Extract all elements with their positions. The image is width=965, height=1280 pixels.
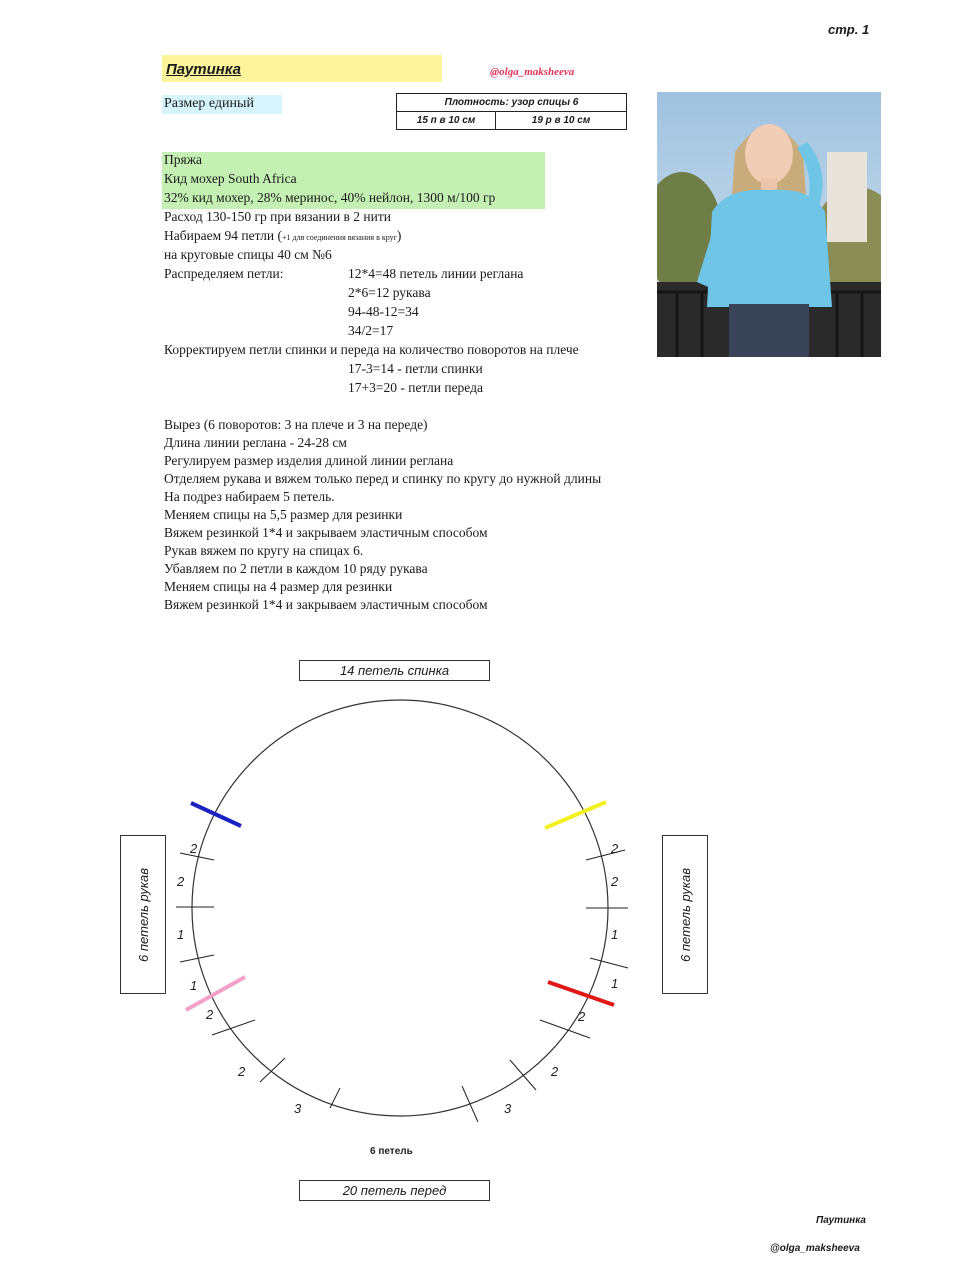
step-line: На подрез набираем 5 петель. [164,489,335,504]
count-label: 3 [294,1101,302,1116]
yarn-name: Кид мохер South Africa [164,171,297,186]
step-line: Рукав вяжем по кругу на спицах 6. [164,543,364,558]
center-count-label: 6 петель [370,1146,413,1157]
distribute-line: 12*4=48 петель линии реглана [348,266,524,281]
correct-value: 17-3=14 - петли спинки [348,361,483,376]
marker-red [548,982,614,1005]
cast-on-paren-close: ) [396,228,402,243]
tick-mark [180,955,214,962]
distribute-label: Распределяем петли: [164,266,284,281]
count-label: 2 [238,1064,246,1079]
distribute-line: 34/2=17 [348,323,394,338]
step-line: Меняем спицы на 5,5 размер для резинки [164,507,403,522]
step-line: Длина линии реглана - 24-28 см [164,435,347,450]
footer-title: Паутинка [816,1215,866,1226]
cast-on-text: Набираем 94 петли [164,228,275,243]
distribute-line: 94-48-12=34 [348,304,419,319]
step-line: Убавляем по 2 петли в каждом 10 ряду рукава [164,561,428,576]
consumption-line: Расход 130-150 гр при вязании в 2 нити [164,209,391,224]
footer-handle: @olga_maksheeva [770,1243,860,1254]
right-sleeve-label: 6 петель рукав [677,867,693,962]
page-title: Паутинка [166,61,241,78]
gauge-stitches: 15 п в 10 см [397,112,496,130]
count-label: 2 [578,1009,586,1024]
step-line: Меняем спицы на 4 размер для резинки [164,579,393,594]
count-label: 2 [611,841,619,856]
tick-mark [590,958,628,968]
page-number: стр. 1 [828,22,870,37]
count-label: 2 [611,874,619,889]
front-label: 20 петель перед [342,1183,447,1198]
step-line: Вяжем резинкой 1*4 и закрываем эластичным способом [164,597,488,612]
count-label: 1 [611,927,619,942]
count-label: 2 [190,841,198,856]
yoke-circle [192,700,608,1116]
needles-line: на круговые спицы 40 см №6 [164,247,332,262]
author-handle: @olga_maksheeva [490,66,575,78]
count-label: 2 [206,1007,214,1022]
cast-on-paren-open: ( [277,228,282,243]
gauge-title: Плотность: узор спицы 6 [397,94,627,112]
tick-mark [510,1060,536,1090]
size-label: Размер единый [164,96,254,111]
count-label: 1 [611,976,619,991]
cast-on-note: +1 для соединения вязания в круг [281,233,397,242]
gauge-rows: 19 р в 10 см [496,112,627,130]
left-sleeve-label: 6 петель рукав [135,867,151,962]
step-line: Вяжем резинкой 1*4 и закрываем эластичным способом [164,525,488,540]
count-label: 2 [551,1064,559,1079]
tick-mark [586,850,625,860]
marker-yellow [545,802,606,828]
step-line: Отделяем рукава и вяжем только перед и спинку по кругу до нужной длины [164,471,602,486]
count-label: 1 [190,978,198,993]
count-label: 2 [177,874,185,889]
count-label: 1 [177,927,185,942]
correct-value: 17+3=20 - петли переда [348,380,483,395]
step-line: Вырез (6 поворотов: 3 на плече и 3 на переде) [164,417,428,432]
marker-blue [191,803,241,826]
tick-mark [462,1086,478,1122]
back-label: 14 петель спинка [339,663,450,678]
correct-line: Корректируем петли спинки и переда на количество поворотов на плече [164,342,579,357]
yarn-composition: 32% кид мохер, 28% меринос, 40% нейлон, 1300 м/100 гр [164,190,496,205]
yarn-heading: Пряжа [164,152,203,167]
count-label: 3 [504,1101,512,1116]
step-line: Регулируем размер изделия длиной линии реглана [164,453,454,468]
distribute-line: 2*6=12 рукава [348,285,431,300]
